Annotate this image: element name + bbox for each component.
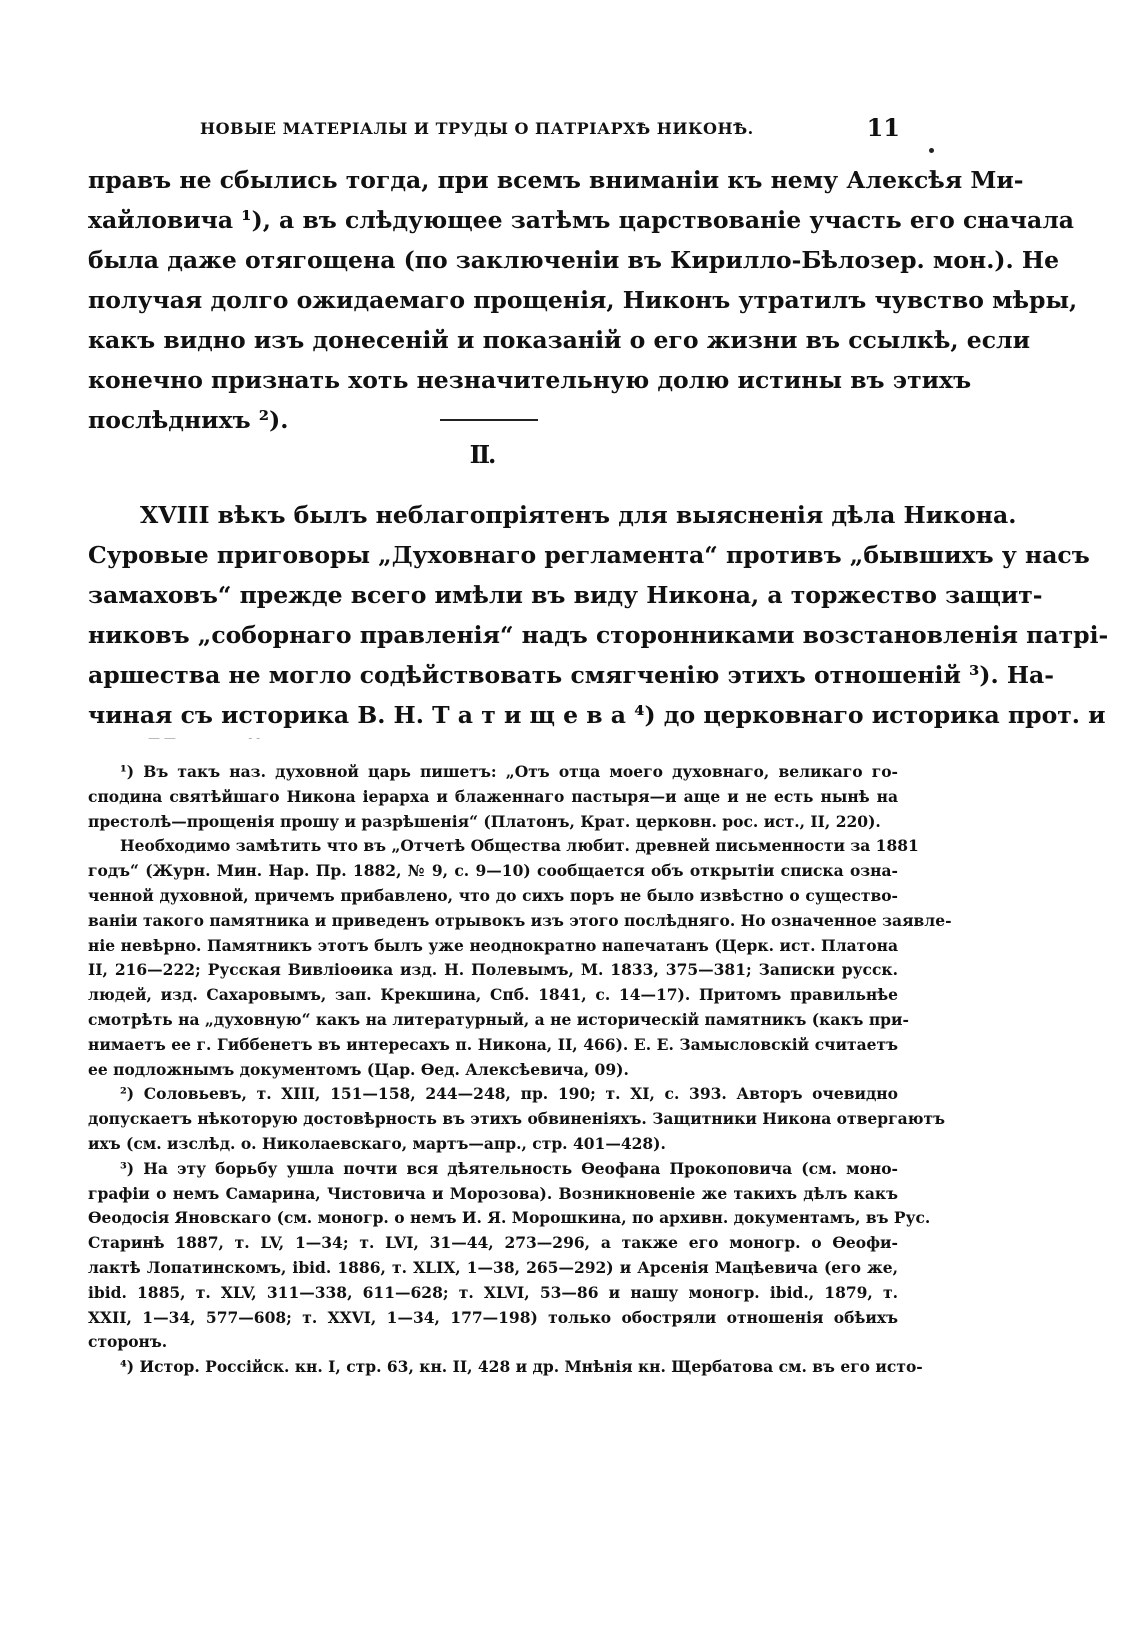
footnote-line: ченной духовной, причемъ прибавлено, что до сихъ поръ не было извѣстно о существо-	[88, 885, 898, 905]
footnote-line: ¹) Въ такъ наз. духовной царь пишетъ: „Отъ отца моего духовнаго, великаго го-	[120, 762, 898, 781]
footnote-line: нимаетъ ее г. Гиббенетъ въ интересахъ п. Никона, II, 466). Е. Е. Замысловскій считаетъ	[88, 1034, 898, 1054]
text-line: послѣднихъ ²).	[88, 406, 289, 434]
footnote-3	[88, 1157, 931, 1355]
paragraph-section-2	[88, 495, 1109, 735]
footnote-line: ніе невѣрно. Памятникъ этотъ былъ уже неоднократно напечатанъ (Церк. ист. Платона	[88, 935, 898, 955]
text-line: была даже отягощена (по заключеніи въ Кирилло-Бѣлозер. мон.). Не	[88, 246, 1060, 274]
footnote-line: Ѳеодосія Яновскаго (см. моногр. о немъ И. Я. Морошкина, по архивн. документамъ, въ Рус.	[88, 1208, 931, 1228]
footnote-1-continued	[88, 834, 952, 1082]
footnote-line: лактѣ Лопатинскомъ, ibid. 1886, т. XLIX, 1—38, 265—292) и Арсенія Мацѣевича (его же,	[88, 1257, 898, 1277]
running-head-title: НОВЫЕ МАТЕРІАЛЫ И ТРУДЫ О ПАТРІАРХѢ НИКОНѢ.	[200, 119, 754, 138]
footnote-line: престолѣ—прощенія прошу и разрѣшенія“ (Платонъ, Крат. церковн. рос. ист., II, 220).	[88, 811, 881, 831]
faint-print-marks: — — - -	[148, 731, 261, 745]
paragraph-continuation	[88, 160, 1078, 440]
footnote-line: XXII, 1—34, 577—608; т. XXVI, 1—34, 177—198) только обостряли отношенія обѣихъ	[88, 1307, 898, 1327]
text-line: чиная съ историка В. Н. Т а т и щ е в а ⁴) до церковнаго историка прот. и	[88, 701, 1106, 729]
section-separator-rule	[440, 419, 538, 421]
footnote-line: ²) Соловьевъ, т. XIII, 151—158, 244—248, пр. 190; т. XI, с. 393. Авторъ очевидно	[120, 1084, 898, 1104]
footnote-line: Необходимо замѣтить что въ „Отчетѣ Общества любит. древней письменности за 1881	[120, 836, 919, 856]
footnote-1	[88, 760, 898, 834]
footnote-line: ихъ (см. изслѣд. о. Николаевскаго, мартъ—апр., стр. 401—428).	[88, 1133, 666, 1153]
text-line: какъ видно изъ донесеній и показаній о его жизни въ ссылкѣ, если	[88, 326, 1031, 354]
footnote-line: годъ“ (Журн. Мин. Нар. Пр. 1882, № 9, с. 9—10) сообщается объ открытіи списка озна-	[88, 861, 898, 881]
footnote-line: графіи о немъ Самарина, Чистовича и Морозова). Возникновеніе же такихъ дѣлъ какъ	[88, 1183, 898, 1203]
footnote-2	[88, 1082, 946, 1156]
text-line: замаховъ“ прежде всего имѣли въ виду Никона, а торжество защит-	[88, 581, 1043, 609]
footnote-line: людей, изд. Сахаровымъ, зап. Крекшина, Спб. 1841, с. 14—17). Притомъ правильнѣе	[88, 985, 898, 1005]
footnote-line: ³) На эту борьбу ушла почти вся дѣятельность Ѳеофана Прокоповича (см. моно-	[120, 1158, 898, 1178]
text-line: хайловича ¹), а въ слѣдующее затѣмъ царствованіе участь его сначала	[88, 206, 1074, 234]
text-line: правъ не сбылись тогда, при всемъ вниманіи къ нему Алексѣя Ми-	[88, 166, 1024, 194]
text-line: Суровые приговоры „Духовнаго регламента“ противъ „бывшихъ у насъ	[88, 541, 1090, 569]
print-speck	[929, 148, 934, 153]
footnote-line: ваніи такого памятника и приведенъ отрывокъ изъ этого послѣдняго. Но означенное заявле-	[88, 910, 952, 930]
footnote-line: допускаетъ нѣкоторую достовѣрность въ этихъ обвиненіяхъ. Защитники Никона отвергаютъ	[88, 1109, 946, 1129]
section-number: II.	[469, 440, 495, 469]
footnote-4	[88, 1355, 923, 1380]
footnote-line: ⁴) Истор. Россійск. кн. I, стр. 63, кн. II, 428 и др. Мнѣнія кн. Щербатова см. въ его исто-	[120, 1357, 923, 1377]
footnote-line: смотрѣть на „духовную“ какъ на литературный, а не историческій памятникъ (какъ при-	[88, 1009, 909, 1029]
footnote-line: ibid. 1885, т. XLV, 311—338, 611—628; т. XLVI, 53—86 и нашу моногр. ibid., 1879, т.	[88, 1282, 898, 1302]
footnote-line: сторонъ.	[88, 1332, 168, 1352]
running-head	[200, 115, 900, 145]
text-line: конечно признать хоть незначительную долю истины въ этихъ	[88, 366, 972, 394]
page-number: 11	[866, 113, 900, 142]
footnote-line: ее подложнымъ документомъ (Цар. Ѳед. Алексѣевича, 09).	[88, 1059, 629, 1079]
text-line: XVIII вѣкъ былъ неблагопріятенъ для выясненія дѣла Никона.	[140, 501, 1017, 529]
footnote-line: II, 216—222; Русская Вивліоѳика изд. Н. Полевымъ, М. 1833, 375—381; Записки русск.	[88, 960, 898, 980]
footnote-line: Старинѣ 1887, т. LV, 1—34; т. LVI, 31—44, 273—296, а также его моногр. о Ѳеофи-	[88, 1233, 898, 1253]
footnotes	[88, 760, 952, 1380]
text-line: получая долго ожидаемаго прощенія, Никонъ утратилъ чувство мѣры,	[88, 286, 1078, 314]
footnote-line: сподина святѣйшаго Никона іерарха и блаженнаго пастыря—и аще и не есть нынѣ на	[88, 786, 898, 806]
text-line: никовъ „соборнаго правленія“ надъ сторонниками возстановленія патрі-	[88, 621, 1109, 649]
text-line: аршества не могло содѣйствовать смягченію этихъ отношеній ³). На-	[88, 661, 1055, 689]
